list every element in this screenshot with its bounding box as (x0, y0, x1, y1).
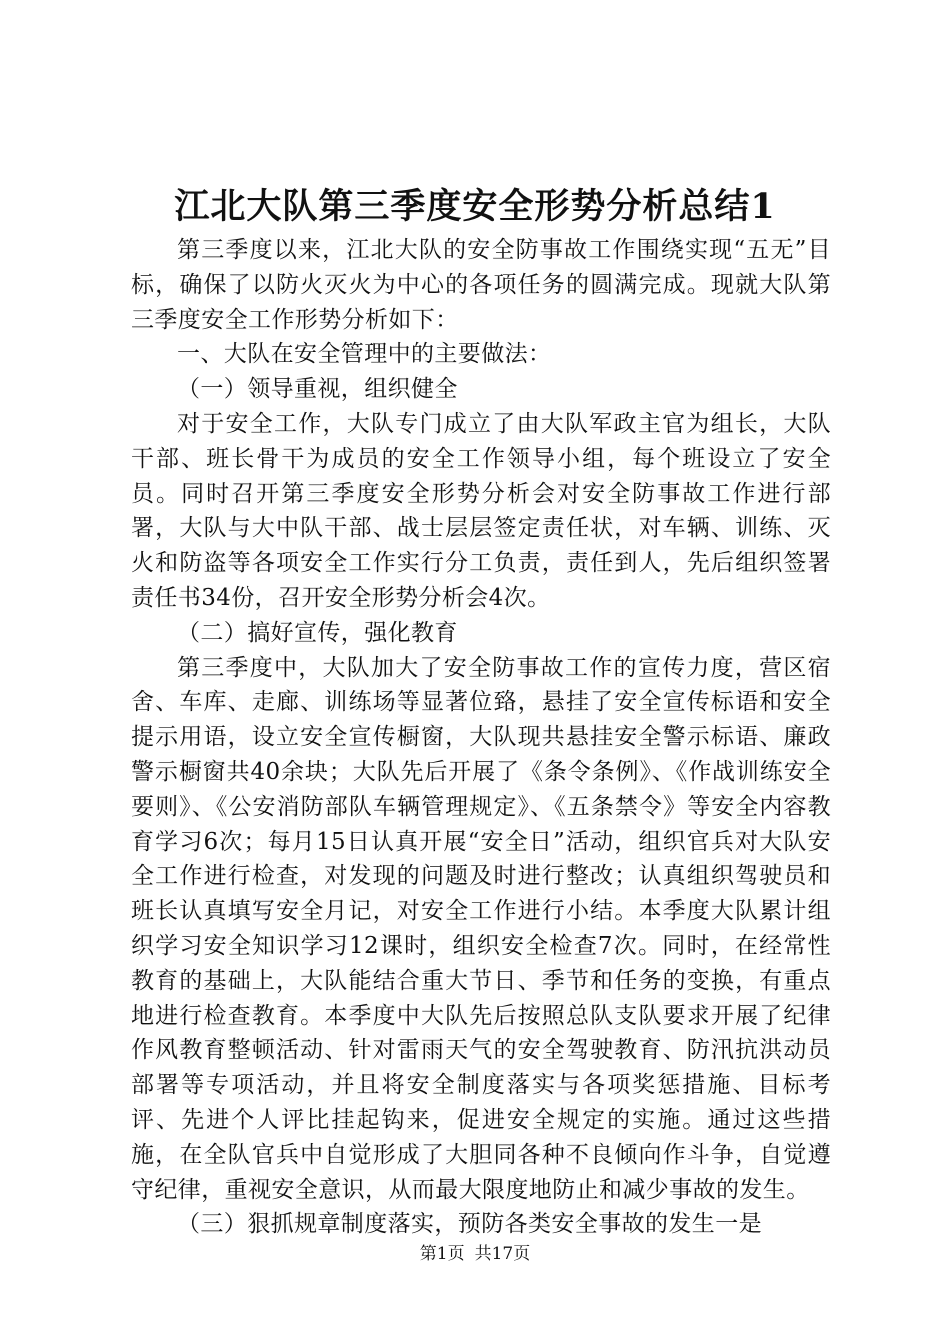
subsection-heading-1: （一）领导重视，组织健全 (177, 376, 458, 403)
section-heading-1: 一、大队在安全管理中的主要做法： (177, 341, 552, 368)
page-total: 共17页 (474, 1244, 531, 1264)
document-title: 江北大队第三季度安全形势分析总结1 (174, 186, 776, 227)
paragraph-leadership: 对于安全工作，大队专门成立了由大队军政主官为组长，大队干部、班长骨干为成员的安全工作领导小组，每个班设立了安全员。同时召开第三季度安全形势分析会对安全防事故工作进行部署，大队与大中队干部、战士层层签定责任状，对车辆、训练、灭火和防盗等各项安全工作实行分工负责，责任到人，先后组织签署责任书34份，召开安全形势分析会4次。 (131, 410, 831, 611)
subsection-heading-2: （二）搞好宣传，强化教育 (177, 619, 458, 646)
document-body (131, 233, 831, 1242)
paragraph-education: 第三季度中，大队加大了安全防事故工作的宣传力度，营区宿舍、车库、走廊、训练场等显著位臵，悬挂了安全宣传标语和安全提示用语，设立安全宣传橱窗，大队现共悬挂安全警示标语、廉政警示橱窗共40余块；大队先后开展了《条令条例》、《作战训练安全要则》、《公安消防部队车辆管理规定》、《五条禁令》等安全内容教育学习6次；每月15日认真开展“安全日”活动，组织官兵对大队安全工作进行检查，对发现的问题及时进行整改；认真组织驾驶员和班长认真填写安全月记，对安全工作进行小结。本季度大队累计组织学习安全知识学习12课时，组织安全检查7次。同时，在经常性教育的基础上，大队能结合重大节日、季节和任务的变换，有重点地进行检查教育。本季度中大队先后按照总队支队要求开展了纪律作风教育整顿活动、针对雷雨天气的安全驾驶教育、防汛抗洪动员部署等专项活动，并且将安全制度落实与各项奖惩措施、目标考评、先进个人评比挂起钩来，促进安全规定的实施。通过这些措施，在全队官兵中自觉形成了大胆同各种不良倾向作斗争，自觉遵守纪律，重视安全意识，从而最大限度地防止和减少事故的发生。 (131, 654, 831, 1203)
page-number: 第1页 (419, 1244, 465, 1264)
page-footer (0, 1242, 950, 1266)
subsection-heading-3: （三）狠抓规章制度落实，预防各类安全事故的发生一是 (177, 1211, 762, 1238)
paragraph-intro: 第三季度以来，江北大队的安全防事故工作围绕实现“五无”目标，确保了以防火灭火为中心的各项任务的圆满完成。现就大队第三季度安全工作形势分析如下： (131, 237, 831, 333)
